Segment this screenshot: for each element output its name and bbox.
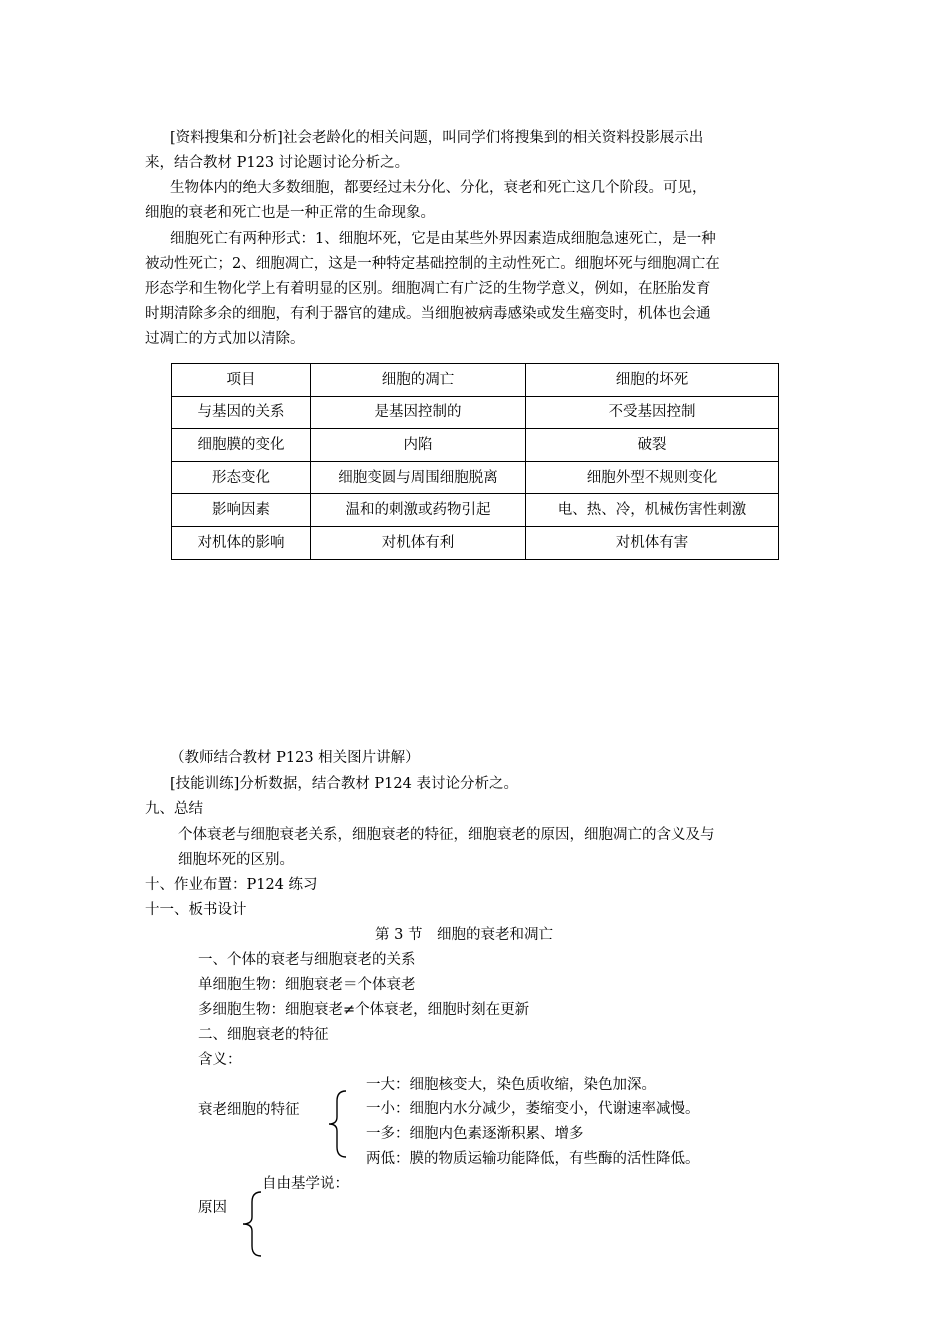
summary-line: 个体衰老与细胞衰老关系，细胞衰老的特征，细胞衰老的原因，细胞凋亡的含义及与: [178, 827, 715, 843]
table-cell: 对机体的影响: [172, 526, 311, 559]
paragraph-line: 来，结合教材 P123 讨论题讨论分析之。: [145, 155, 410, 171]
paragraph-line: 细胞死亡有两种形式：1、细胞坏死，它是由某些外界因素造成细胞急速死亡，是一种: [170, 231, 716, 247]
table-cell: 细胞膜的变化: [172, 429, 311, 462]
table-cell: 细胞的凋亡: [311, 364, 526, 397]
table-row: [172, 396, 779, 429]
brace-icon: [326, 1089, 348, 1159]
cause-label: 原因: [198, 1200, 227, 1216]
paragraph-line: 形态学和生物化学上有着明显的区别。细胞凋亡有广泛的生物学意义，例如，在胚胎发育: [145, 281, 711, 297]
teacher-note: （教师结合教材 P123 相关图片讲解）: [170, 750, 420, 766]
table-cell: 温和的刺激或药物引起: [311, 494, 526, 527]
feature-item: 一大：细胞核变大，染色质收缩，染色加深。: [366, 1077, 656, 1093]
table-cell: 细胞的坏死: [526, 364, 779, 397]
table-cell: 与基因的关系: [172, 396, 311, 429]
table-row: [172, 461, 779, 494]
summary-line: 细胞坏死的区别。: [178, 852, 294, 868]
table-cell: 影响因素: [172, 494, 311, 527]
table-cell: 对机体有害: [526, 526, 779, 559]
paragraph-line: 时期清除多余的细胞，有利于器官的建成。当细胞被病毒感染或发生癌变时，机体也会通: [145, 306, 711, 322]
table-cell: 不受基因控制: [526, 396, 779, 429]
table-row: [172, 429, 779, 462]
table-cell: 是基因控制的: [311, 396, 526, 429]
table-cell: 破裂: [526, 429, 779, 462]
table-cell: 项目: [172, 364, 311, 397]
paragraph-line: 过凋亡的方式加以清除。: [145, 331, 305, 347]
paragraph-line: 生物体内的绝大多数细胞，都要经过未分化、分化，衰老和死亡这几个阶段。可见，: [170, 180, 707, 196]
table-row: [172, 494, 779, 527]
table-row: [172, 364, 779, 397]
comparison-table: [171, 363, 779, 560]
table-cell: 内陷: [311, 429, 526, 462]
board-line: 单细胞生物：细胞衰老＝个体衰老: [198, 977, 416, 993]
paragraph-line: 被动性死亡；2、细胞凋亡，这是一种特定基础控制的主动性死亡。细胞坏死与细胞凋亡在: [145, 256, 720, 272]
table-cell: 对机体有利: [311, 526, 526, 559]
feature-item: 两低：膜的物质运输功能降低，有些酶的活性降低。: [366, 1151, 700, 1167]
skill-training: [技能训练]分析数据，结合教材 P124 表讨论分析之。: [170, 776, 518, 792]
feature-item: 一小：细胞内水分减少，萎缩变小，代谢速率减慢。: [366, 1101, 700, 1117]
section-heading: 十一、板书设计: [145, 902, 247, 918]
table-cell: 细胞外型不规则变化: [526, 461, 779, 494]
board-heading: 二、细胞衰老的特征: [198, 1027, 329, 1043]
table-cell: 电、热、冷，机械伤害性刺激: [526, 494, 779, 527]
feature-item: 一多：细胞内色素逐渐积累、增多: [366, 1126, 584, 1142]
free-radical-theory: 自由基学说：: [262, 1176, 349, 1192]
table-cell: 形态变化: [172, 461, 311, 494]
board-line: 多细胞生物：细胞衰老≠个体衰老，细胞时刻在更新: [198, 1002, 530, 1018]
table-row: [172, 526, 779, 559]
board-heading: 一、个体的衰老与细胞衰老的关系: [198, 952, 416, 968]
brace-icon: [240, 1190, 264, 1258]
features-label: 衰老细胞的特征: [198, 1102, 300, 1118]
board-line: 含义：: [198, 1052, 242, 1068]
board-title: 第 3 节 细胞的衰老和凋亡: [375, 927, 553, 943]
paragraph-line: 细胞的衰老和死亡也是一种正常的生命现象。: [145, 205, 435, 221]
paragraph-line: [资料搜集和分析]社会老龄化的相关问题，叫同学们将搜集到的相关资料投影展示出: [170, 130, 704, 146]
section-heading: 九、总结: [145, 801, 203, 817]
section-heading: 十、作业布置：P124 练习: [145, 877, 318, 893]
table-cell: 细胞变圆与周围细胞脱离: [311, 461, 526, 494]
